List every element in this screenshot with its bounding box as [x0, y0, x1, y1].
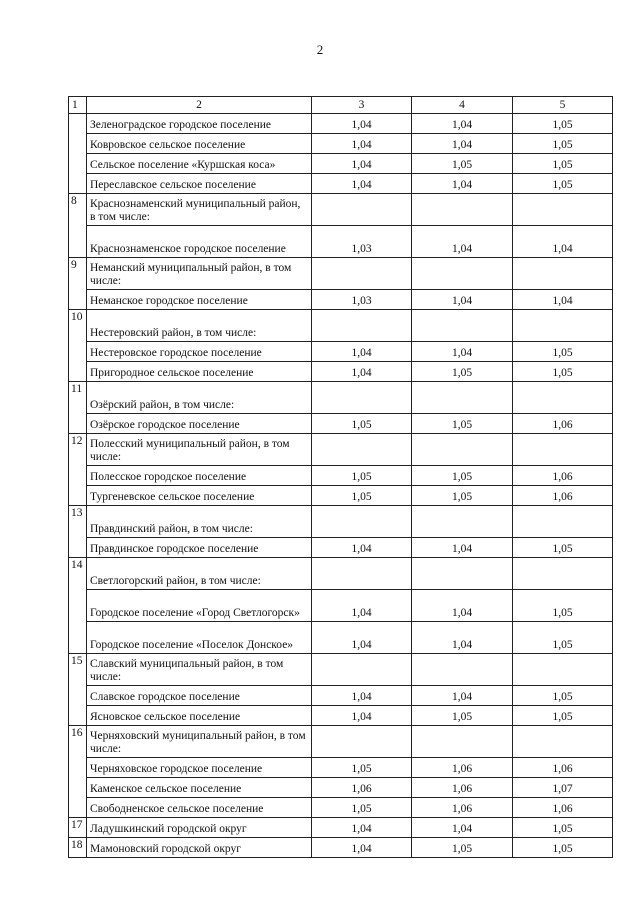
value-col3-cell: 1,04 [312, 114, 412, 134]
value-col5-cell: 1,06 [513, 466, 613, 486]
table-row [69, 706, 613, 726]
table-row [69, 486, 613, 506]
value-col4-cell [412, 506, 513, 538]
value-col5-cell: 1,05 [513, 362, 613, 382]
value-col3-cell: 1,04 [312, 538, 412, 558]
table-row [69, 838, 613, 858]
value-col3-cell: 1,04 [312, 134, 412, 154]
table-row [69, 778, 613, 798]
header-cell-1: 1 [69, 97, 87, 114]
value-col4-cell: 1,05 [412, 466, 513, 486]
row-number-cell: 18 [69, 838, 87, 858]
value-col5-cell: 1,05 [513, 622, 613, 654]
table-row [69, 382, 613, 414]
value-col4-cell [412, 558, 513, 590]
value-col3-cell: 1,05 [312, 466, 412, 486]
value-col4-cell [412, 310, 513, 342]
table-row [69, 226, 613, 258]
territory-name-cell: Нестеровский район, в том числе: [87, 310, 312, 342]
territory-name-cell: Свободненское сельское поселение [87, 798, 312, 818]
value-col5-cell [513, 194, 613, 226]
value-col3-cell: 1,04 [312, 174, 412, 194]
table-row [69, 622, 613, 654]
table-row [69, 174, 613, 194]
value-col3-cell: 1,04 [312, 838, 412, 858]
value-col5-cell [513, 382, 613, 414]
value-col5-cell: 1,05 [513, 174, 613, 194]
value-col5-cell: 1,05 [513, 154, 613, 174]
table-row [69, 134, 613, 154]
value-col3-cell [312, 726, 412, 758]
value-col5-cell: 1,05 [513, 706, 613, 726]
row-number-cell: 10 [69, 310, 87, 382]
value-col5-cell: 1,05 [513, 838, 613, 858]
value-col5-cell: 1,06 [513, 486, 613, 506]
value-col4-cell: 1,05 [412, 706, 513, 726]
value-col4-cell: 1,05 [412, 486, 513, 506]
value-col5-cell: 1,05 [513, 342, 613, 362]
value-col5-cell: 1,07 [513, 778, 613, 798]
row-number-cell: 16 [69, 726, 87, 818]
value-col4-cell: 1,04 [412, 342, 513, 362]
value-col4-cell: 1,06 [412, 798, 513, 818]
table-row [69, 798, 613, 818]
value-col3-cell [312, 382, 412, 414]
value-col4-cell: 1,04 [412, 226, 513, 258]
table-row [69, 342, 613, 362]
territory-name-cell: Черняховское городское поселение [87, 758, 312, 778]
value-col4-cell [412, 654, 513, 686]
table-row [69, 818, 613, 838]
value-col3-cell: 1,04 [312, 818, 412, 838]
value-col3-cell [312, 506, 412, 538]
value-col5-cell: 1,06 [513, 414, 613, 434]
territory-name-cell: Зеленоградское городское поселение [87, 114, 312, 134]
table-row [69, 758, 613, 778]
value-col4-cell [412, 382, 513, 414]
table-row [69, 506, 613, 538]
territory-name-cell: Мамоновский городской округ [87, 838, 312, 858]
page-number: 2 [316, 42, 324, 57]
row-number-cell [69, 114, 87, 194]
value-col3-cell [312, 258, 412, 290]
value-col3-cell: 1,05 [312, 414, 412, 434]
table-row [69, 466, 613, 486]
value-col4-cell: 1,04 [412, 622, 513, 654]
row-number-cell: 12 [69, 434, 87, 506]
territory-name-cell: Городское поселение «Город Светлогорск» [87, 590, 312, 622]
row-number-cell: 8 [69, 194, 87, 258]
territory-name-cell: Тургеневское сельское поселение [87, 486, 312, 506]
territory-name-cell: Озёрское городское поселение [87, 414, 312, 434]
territory-name-cell: Переславское сельское поселение [87, 174, 312, 194]
value-col3-cell: 1,03 [312, 226, 412, 258]
value-col4-cell: 1,06 [412, 778, 513, 798]
territory-name-cell: Краснознаменский муниципальный район, в том числе: [87, 194, 312, 226]
value-col4-cell: 1,04 [412, 174, 513, 194]
table-row [69, 434, 613, 466]
territory-name-cell: Городское поселение «Поселок Донское» [87, 622, 312, 654]
value-col3-cell: 1,04 [312, 590, 412, 622]
value-col4-cell: 1,04 [412, 290, 513, 310]
header-cell-4: 4 [412, 97, 513, 114]
territory-name-cell: Ясновское сельское поселение [87, 706, 312, 726]
territory-name-cell: Полесский муниципальный район, в том числе: [87, 434, 312, 466]
territory-name-cell: Ладушкинский городской округ [87, 818, 312, 838]
value-col5-cell: 1,05 [513, 590, 613, 622]
territory-name-cell: Славский муниципальный район, в том числе: [87, 654, 312, 686]
value-col5-cell: 1,05 [513, 134, 613, 154]
value-col4-cell [412, 194, 513, 226]
territory-name-cell: Ковровское сельское поселение [87, 134, 312, 154]
table-header-row [69, 97, 613, 114]
table-row [69, 194, 613, 226]
value-col4-cell [412, 258, 513, 290]
territory-name-cell: Нестеровское городское поселение [87, 342, 312, 362]
header-cell-3: 3 [312, 97, 412, 114]
value-col5-cell [513, 506, 613, 538]
value-col3-cell: 1,05 [312, 798, 412, 818]
value-col5-cell [513, 654, 613, 686]
table-row [69, 310, 613, 342]
territory-name-cell: Неманский муниципальный район, в том числе: [87, 258, 312, 290]
table-row [69, 654, 613, 686]
table-row [69, 290, 613, 310]
table-row [69, 558, 613, 590]
value-col5-cell [513, 258, 613, 290]
territory-name-cell: Славское городское поселение [87, 686, 312, 706]
table-row [69, 686, 613, 706]
value-col3-cell: 1,04 [312, 154, 412, 174]
value-col4-cell: 1,05 [412, 414, 513, 434]
table-row [69, 362, 613, 382]
value-col3-cell: 1,04 [312, 362, 412, 382]
table-row [69, 154, 613, 174]
value-col5-cell: 1,05 [513, 686, 613, 706]
value-col3-cell: 1,04 [312, 622, 412, 654]
header-cell-5: 5 [513, 97, 613, 114]
value-col4-cell: 1,05 [412, 838, 513, 858]
territory-name-cell: Краснознаменское городское поселение [87, 226, 312, 258]
territory-name-cell: Озёрский район, в том числе: [87, 382, 312, 414]
table-row [69, 538, 613, 558]
territory-name-cell: Черняховский муниципальный район, в том числе: [87, 726, 312, 758]
value-col3-cell: 1,05 [312, 758, 412, 778]
table-row [69, 590, 613, 622]
value-col3-cell [312, 194, 412, 226]
value-col3-cell [312, 310, 412, 342]
value-col5-cell [513, 434, 613, 466]
value-col4-cell: 1,04 [412, 134, 513, 154]
territory-name-cell: Сельское поселение «Куршская коса» [87, 154, 312, 174]
row-number-cell: 13 [69, 506, 87, 558]
value-col3-cell: 1,03 [312, 290, 412, 310]
value-col4-cell: 1,05 [412, 362, 513, 382]
value-col4-cell: 1,06 [412, 758, 513, 778]
row-number-cell: 17 [69, 818, 87, 838]
territory-name-cell: Каменское сельское поселение [87, 778, 312, 798]
value-col5-cell: 1,05 [513, 818, 613, 838]
value-col4-cell: 1,04 [412, 590, 513, 622]
territory-name-cell: Правдинский район, в том числе: [87, 506, 312, 538]
value-col4-cell: 1,05 [412, 154, 513, 174]
value-col5-cell: 1,05 [513, 114, 613, 134]
row-number-cell: 15 [69, 654, 87, 726]
value-col4-cell: 1,04 [412, 538, 513, 558]
value-col5-cell: 1,04 [513, 226, 613, 258]
table-row [69, 114, 613, 134]
row-number-cell: 9 [69, 258, 87, 310]
value-col5-cell [513, 726, 613, 758]
table-row [69, 726, 613, 758]
value-col4-cell: 1,04 [412, 818, 513, 838]
value-col4-cell [412, 726, 513, 758]
value-col5-cell: 1,04 [513, 290, 613, 310]
territory-name-cell: Светлогорский район, в том числе: [87, 558, 312, 590]
value-col3-cell: 1,05 [312, 486, 412, 506]
coefficients-table [68, 96, 613, 858]
value-col3-cell [312, 654, 412, 686]
value-col5-cell: 1,05 [513, 538, 613, 558]
table-row [69, 414, 613, 434]
value-col3-cell: 1,04 [312, 686, 412, 706]
value-col3-cell [312, 434, 412, 466]
territory-name-cell: Полесское городское поселение [87, 466, 312, 486]
value-col5-cell: 1,06 [513, 758, 613, 778]
value-col5-cell: 1,06 [513, 798, 613, 818]
value-col3-cell: 1,04 [312, 342, 412, 362]
value-col3-cell [312, 558, 412, 590]
territory-name-cell: Неманское городское поселение [87, 290, 312, 310]
header-cell-2: 2 [87, 97, 312, 114]
value-col4-cell: 1,04 [412, 686, 513, 706]
table-row [69, 258, 613, 290]
value-col4-cell [412, 434, 513, 466]
territory-name-cell: Пригородное сельское поселение [87, 362, 312, 382]
value-col5-cell [513, 310, 613, 342]
row-number-cell: 14 [69, 558, 87, 654]
territory-name-cell: Правдинское городское поселение [87, 538, 312, 558]
row-number-cell: 11 [69, 382, 87, 434]
value-col3-cell: 1,06 [312, 778, 412, 798]
value-col5-cell [513, 558, 613, 590]
value-col3-cell: 1,04 [312, 706, 412, 726]
value-col4-cell: 1,04 [412, 114, 513, 134]
